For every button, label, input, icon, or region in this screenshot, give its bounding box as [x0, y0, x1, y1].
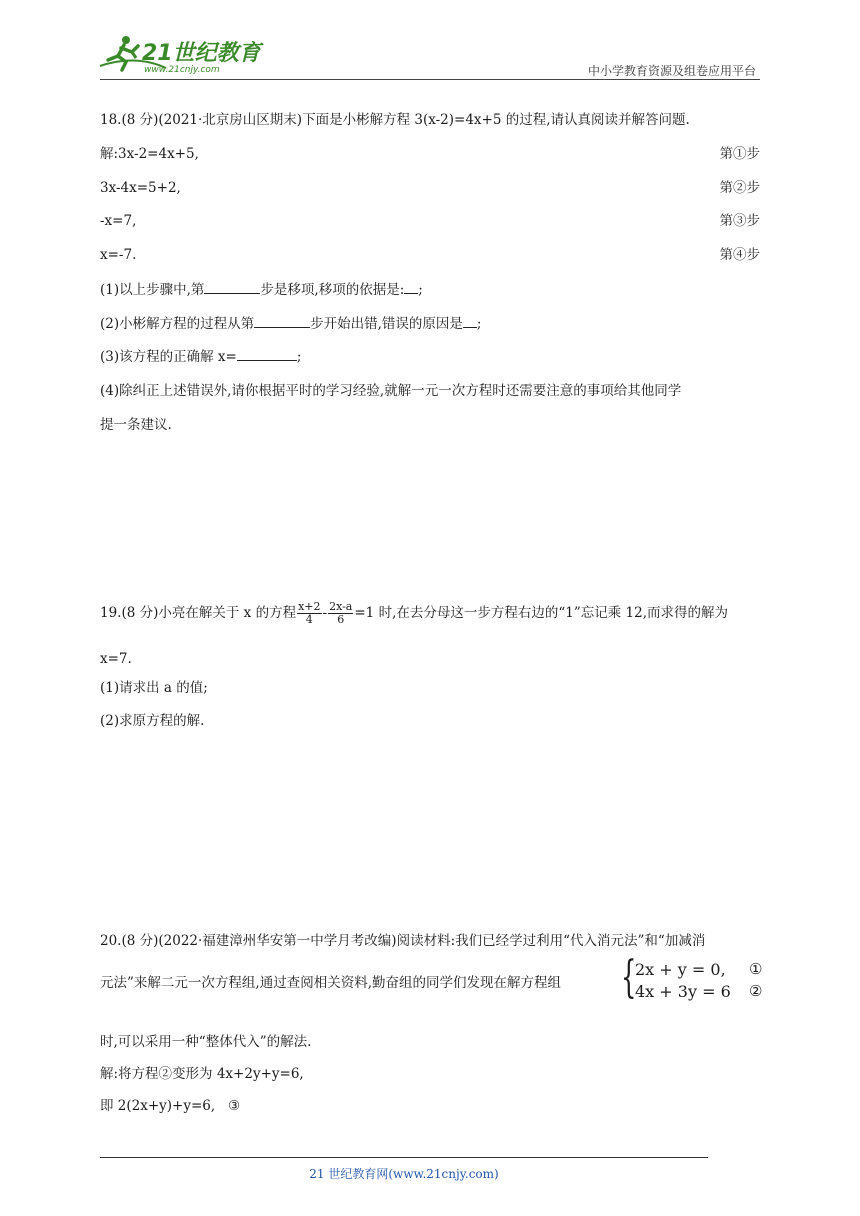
- q18-p2-text-a: (2)小彬解方程的过程从第: [100, 316, 255, 332]
- q18-intro: 18.(8 分)(2021·北京房山区期末)下面是小彬解方程 3(x-2)=4x+5 的过程,请认真阅读并解答问题.: [100, 112, 690, 128]
- answer-blank[interactable]: [204, 279, 260, 294]
- q18-step-1: 第①步: [719, 146, 760, 162]
- q19-text-a: 19.(8 分)小亮在解关于 x 的方程: [100, 605, 297, 621]
- answer-blank[interactable]: [463, 313, 477, 328]
- q18-p1-text-c: ;: [418, 282, 423, 298]
- q19-solution-given: x=7.: [100, 651, 132, 667]
- fraction-2: [328, 601, 353, 626]
- answer-blank[interactable]: [254, 313, 310, 328]
- q18-step-2: 第②步: [719, 180, 760, 196]
- fraction-1: [297, 601, 321, 626]
- q19-stem: [100, 600, 728, 626]
- fraction-1-numerator: x+2: [298, 600, 321, 613]
- fraction-1-denominator: 4: [305, 613, 313, 626]
- runner-logo-icon: [96, 32, 266, 78]
- q20-line-5: 即 2(2x+y)+y=6, ③: [100, 1098, 241, 1114]
- answer-blank[interactable]: [404, 279, 418, 294]
- footer-divider: [100, 1157, 708, 1158]
- equation-2: 4x + 3y = 6: [635, 982, 731, 1001]
- q20-line-2: 元法”来解二元一次方程组,通过查阅相关资料,勤奋组的同学们发现在解方程组: [100, 975, 561, 991]
- q18-p3-text-a: (3)该方程的正确解 x=: [100, 349, 237, 365]
- logo-url: www.21cnjy.com: [144, 65, 220, 75]
- q18-part-2: [100, 313, 481, 334]
- footer-link[interactable]: 21 世纪教育网(www.21cnjy.com): [309, 1167, 499, 1181]
- left-brace: {: [621, 952, 637, 1003]
- q18-p2-text-b: 步开始出错,错误的原因是: [310, 316, 463, 332]
- q18-step-4: 第④步: [719, 247, 760, 263]
- q18-line-1: 解:3x-2=4x+5,: [100, 146, 199, 162]
- logo-text: 21世纪教育: [142, 41, 261, 66]
- fraction-2-numerator: 2x-a: [329, 600, 353, 613]
- header-divider: [100, 79, 760, 80]
- q19-part-2: (2)求原方程的解.: [100, 713, 205, 729]
- q18-p1-text-a: (1)以上步骤中,第: [100, 282, 205, 298]
- fraction-2-denominator: 6: [337, 613, 345, 626]
- header-platform-text: 中小学教育资源及组卷应用平台: [587, 64, 756, 78]
- equation-2-label: ②: [749, 982, 763, 1000]
- q18-step-3: 第③步: [719, 213, 760, 229]
- q20-line-4: 解:将方程②变形为 4x+2y+y=6,: [100, 1066, 304, 1082]
- q18-p2-text-c: ;: [476, 316, 482, 332]
- q20-line-3: 时,可以采用一种“整体代入”的解法.: [100, 1034, 312, 1050]
- q19-text-b: =1 时,在去分母这一步方程右边的“1”忘记乘 12,而求得的解为: [354, 605, 729, 621]
- q18-part-1: [100, 279, 423, 300]
- q18-part-4-line1: (4)除纠正上述错误外,请你根据平时的学习经验,就解一元一次方程时还需要注意的事项给其他同学: [100, 383, 682, 399]
- q18-part-3: [100, 346, 301, 367]
- answer-blank[interactable]: [237, 346, 297, 361]
- q18-line-3: -x=7,: [100, 213, 137, 229]
- equation-1: 2x + y = 0,: [635, 960, 726, 979]
- equation-1-label: ①: [749, 960, 763, 978]
- q18-p3-text-b: ;: [296, 349, 302, 365]
- q18-part-4-line2: 提一条建议.: [100, 417, 172, 433]
- equation-system: [621, 952, 771, 1004]
- q19-part-1: (1)请求出 a 的值;: [100, 680, 208, 696]
- q18-p1-text-b: 步是移项,移项的依据是:: [260, 282, 405, 298]
- q20-line-1: 20.(8 分)(2022·福建漳州华安第一中学月考改编)阅读材料:我们已经学过利用“代入消元法”和“加减消: [100, 933, 706, 949]
- q18-line-4: x=-7.: [100, 247, 137, 263]
- q18-line-2: 3x-4x=5+2,: [100, 180, 181, 196]
- minus-sign: -: [322, 605, 328, 621]
- site-logo: [96, 32, 266, 78]
